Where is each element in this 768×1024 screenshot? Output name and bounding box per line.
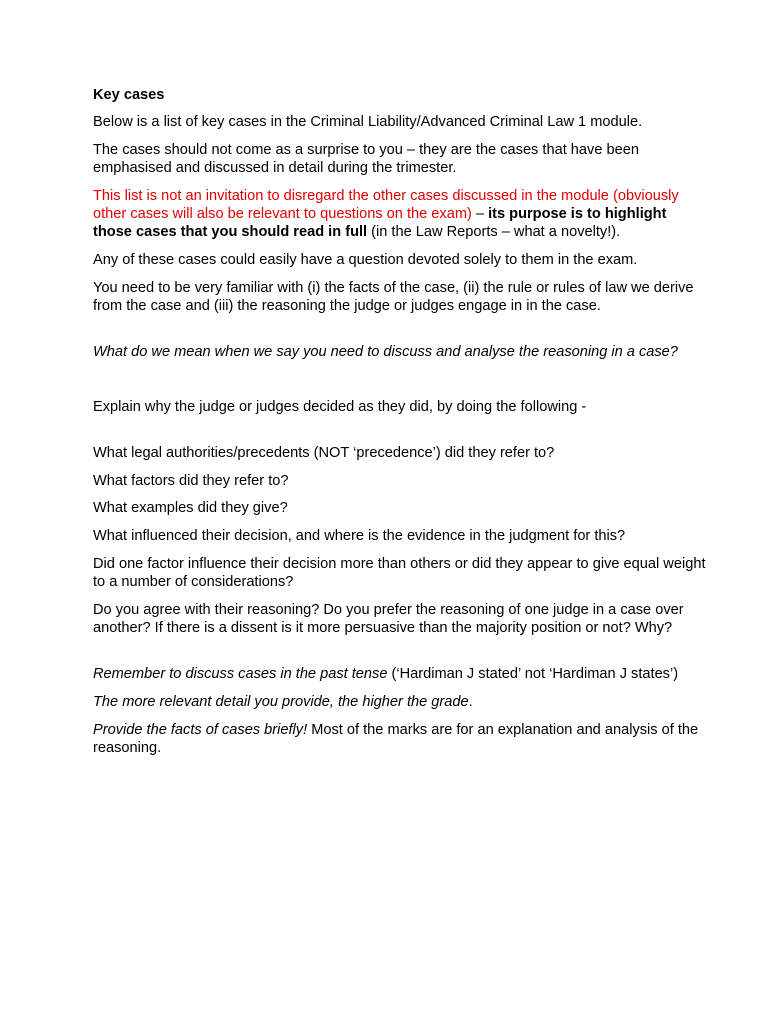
exam-paragraph: Any of these cases could easily have a question devoted solely to them in the exam. [93,252,638,269]
page-title: Key cases [93,87,165,103]
question-item: Do you agree with their reasoning? Do you prefer the reasoning of one judge in a case over another? If there is a dissent is it more persuasive than the majority position or not? Why? [93,602,684,637]
tense-reminder-tail: (‘Hardiman J stated’ not ‘Hardiman J states’) [387,666,679,683]
warning-paragraph [93,187,708,242]
question-item: Did one factor influence their decision more than others or did they appear to give equal weight to a number of considerations? [93,556,706,591]
question-item: What influenced their decision, and where is the evidence in the judgment for this? [93,528,626,545]
reasoning-question-text: What do we mean when we say you need to discuss and analyse the reasoning in a case? [93,344,678,361]
detail-reminder [93,693,708,711]
reasoning-question [93,343,708,361]
question-item: What legal authorities/precedents (NOT ‘precedence’) did they refer to? [93,444,555,461]
warning-bold-text: its purpose is to highlight those cases that you should read in full [93,206,667,241]
familiarity-paragraph: You need to be very familiar with (i) the facts of the case, (ii) the rule or rules of law we derive from the case and (iii) the reasoning the judge or judges engage in in the case. [93,280,694,315]
warning-tail-text: (in the Law Reports – what a novelty!). [367,224,621,241]
facts-reminder-italic: Provide the facts of cases briefly! [93,722,308,738]
intro-paragraph: Below is a list of key cases in the Criminal Liability/Advanced Criminal Law 1 module. [93,114,643,131]
surprise-paragraph: The cases should not come as a surprise to you – they are the cases that have been emphasised and discussed in detail during the trimester. [93,142,639,177]
tense-reminder [93,665,708,683]
warning-red-text: This list is not an invitation to disregard the other cases discussed in the module (obviously other cases will also be relevant to questions on the exam) [93,188,679,223]
detail-reminder-italic: The more relevant detail you provide, the higher the grade [93,694,469,711]
tense-reminder-italic: Remember to discuss cases in the past tense [93,666,388,683]
warning-dash: – [471,206,489,223]
question-item: What factors did they refer to? [93,472,289,489]
facts-reminder [93,721,708,757]
facts-reminder-tail: Most of the marks are for an explanation and analysis of the reasoning. [93,722,699,757]
detail-reminder-tail: . [468,694,473,711]
explain-paragraph: Explain why the judge or judges decided as they did, by doing the following - [93,398,587,415]
question-item: What examples did they give? [93,500,288,517]
